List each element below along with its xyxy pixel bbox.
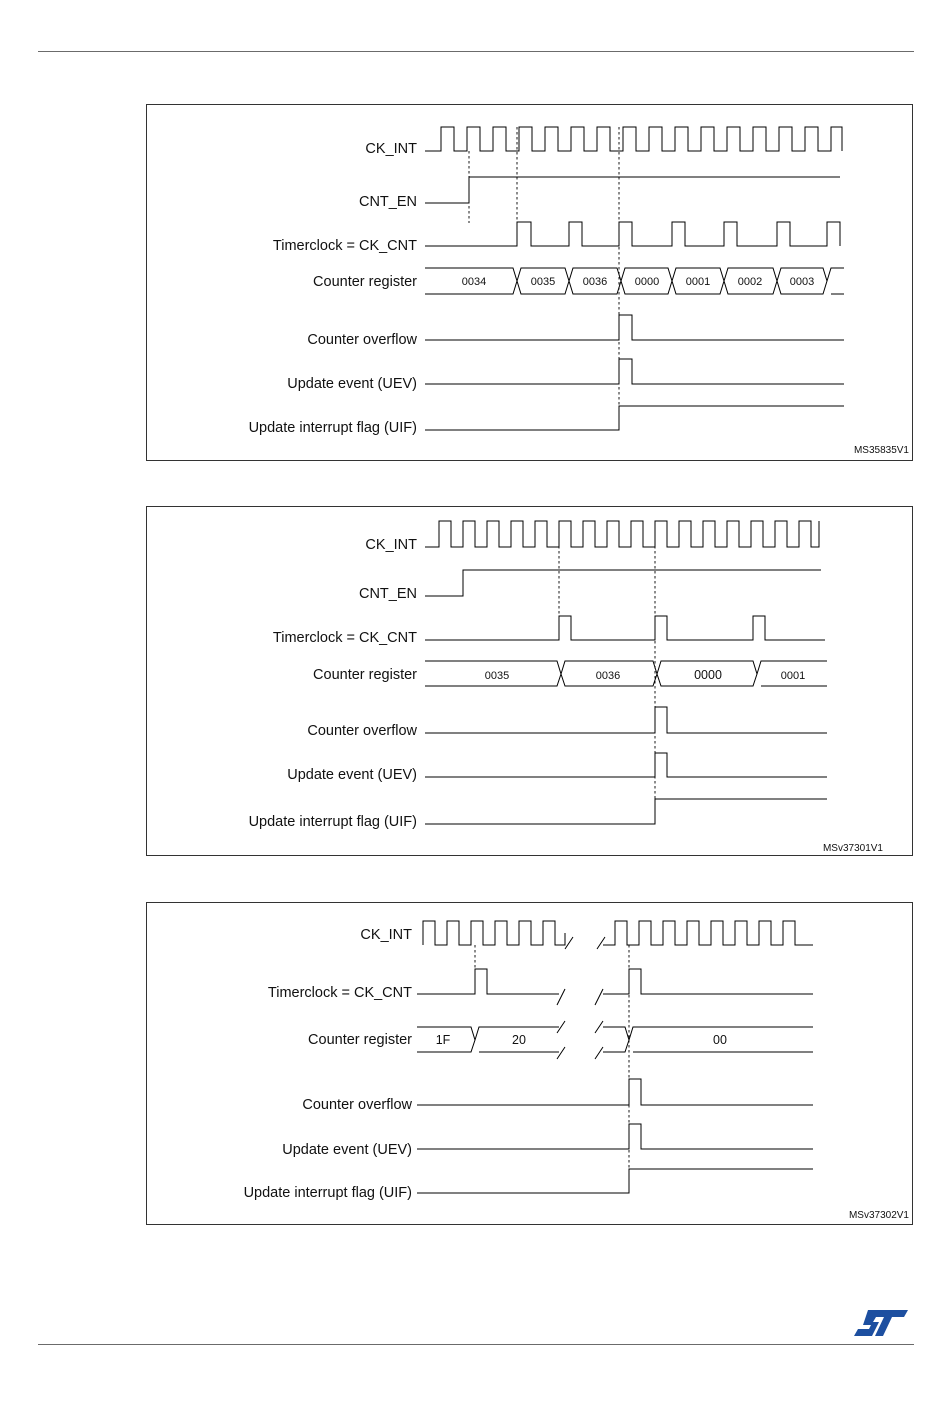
- ck-int-waveform: [425, 127, 842, 151]
- counter-value: 0000: [634, 276, 660, 288]
- label-update-event: Update event (UEV): [282, 1142, 412, 1158]
- timerclock-waveform: [425, 222, 840, 246]
- counter-value: 0002: [737, 276, 763, 288]
- counter-value: 0001: [780, 670, 806, 682]
- counter-value: 0000: [694, 668, 722, 682]
- uif-waveform: [425, 799, 827, 824]
- counter-value: 00: [713, 1033, 727, 1047]
- timerclock-waveform: [603, 969, 813, 994]
- counter-register-bus: [417, 1021, 813, 1059]
- counter-value: 0036: [582, 276, 608, 288]
- st-logo-s: [854, 1310, 908, 1336]
- counter-value: 0003: [789, 276, 815, 288]
- label-counter-register: Counter register: [313, 274, 417, 290]
- counter-value: 0036: [595, 670, 621, 682]
- break-mark: [557, 1021, 603, 1059]
- timing-diagram-1: [146, 104, 913, 461]
- ck-int-waveform: [423, 921, 565, 945]
- label-update-event: Update event (UEV): [287, 376, 417, 392]
- label-cnt-en: CNT_EN: [358, 194, 417, 210]
- counter-value: 0035: [530, 276, 556, 288]
- counter-overflow-waveform: [425, 315, 844, 340]
- label-cnt-en: CNT_EN: [358, 586, 417, 602]
- timing-diagram-2: [146, 506, 913, 856]
- uif-waveform: [417, 1169, 813, 1193]
- label-timerclock: Timerclock = CK_CNT: [272, 630, 417, 646]
- label-ck-int: CK_INT: [360, 927, 412, 943]
- ck-int-waveform: [603, 921, 813, 945]
- label-uif: Update interrupt flag (UIF): [248, 814, 417, 830]
- figure-id: MSv37301V1: [822, 843, 883, 854]
- label-uif: Update interrupt flag (UIF): [243, 1185, 412, 1201]
- st-logo-icon: [852, 1308, 910, 1338]
- label-counter-register: Counter register: [308, 1032, 412, 1048]
- cnt-en-waveform: [425, 177, 840, 203]
- label-counter-overflow: Counter overflow: [307, 723, 417, 739]
- counter-overflow-waveform: [417, 1079, 813, 1105]
- cnt-en-waveform: [425, 570, 821, 596]
- timerclock-waveform: [417, 969, 559, 994]
- counter-value: 0034: [461, 276, 487, 288]
- label-update-event: Update event (UEV): [287, 767, 417, 783]
- counter-register-bus: [425, 268, 844, 294]
- break-mark: [565, 937, 605, 949]
- timerclock-waveform: [425, 616, 825, 640]
- footer-rule: [38, 1344, 914, 1345]
- counter-register-bus: [425, 661, 827, 686]
- header-rule: [38, 51, 914, 52]
- label-ck-int: CK_INT: [365, 141, 417, 157]
- update-event-waveform: [425, 359, 844, 384]
- label-counter-overflow: Counter overflow: [307, 332, 417, 348]
- label-counter-register: Counter register: [313, 667, 417, 683]
- update-event-waveform: [417, 1124, 813, 1149]
- timing-diagram-3-canvas: [147, 903, 914, 1226]
- uif-waveform: [425, 406, 844, 430]
- counter-value: 0035: [484, 670, 510, 682]
- counter-value: 0001: [685, 276, 711, 288]
- counter-overflow-waveform: [425, 707, 827, 733]
- counter-value: 20: [512, 1033, 526, 1047]
- label-uif: Update interrupt flag (UIF): [248, 420, 417, 436]
- label-counter-overflow: Counter overflow: [302, 1097, 412, 1113]
- update-event-waveform: [425, 753, 827, 777]
- timing-diagram-1-canvas: [147, 105, 914, 462]
- counter-value: 1F: [435, 1033, 451, 1047]
- timing-diagram-2-canvas: [147, 507, 914, 857]
- figure-id: MS35835V1: [853, 445, 909, 456]
- figure-id: MSv37302V1: [848, 1210, 909, 1221]
- timing-diagram-3: [146, 902, 913, 1225]
- label-timerclock: Timerclock = CK_CNT: [267, 985, 412, 1001]
- break-mark: [557, 989, 603, 1005]
- label-ck-int: CK_INT: [365, 537, 417, 553]
- ck-int-waveform: [425, 521, 819, 547]
- label-timerclock: Timerclock = CK_CNT: [272, 238, 417, 254]
